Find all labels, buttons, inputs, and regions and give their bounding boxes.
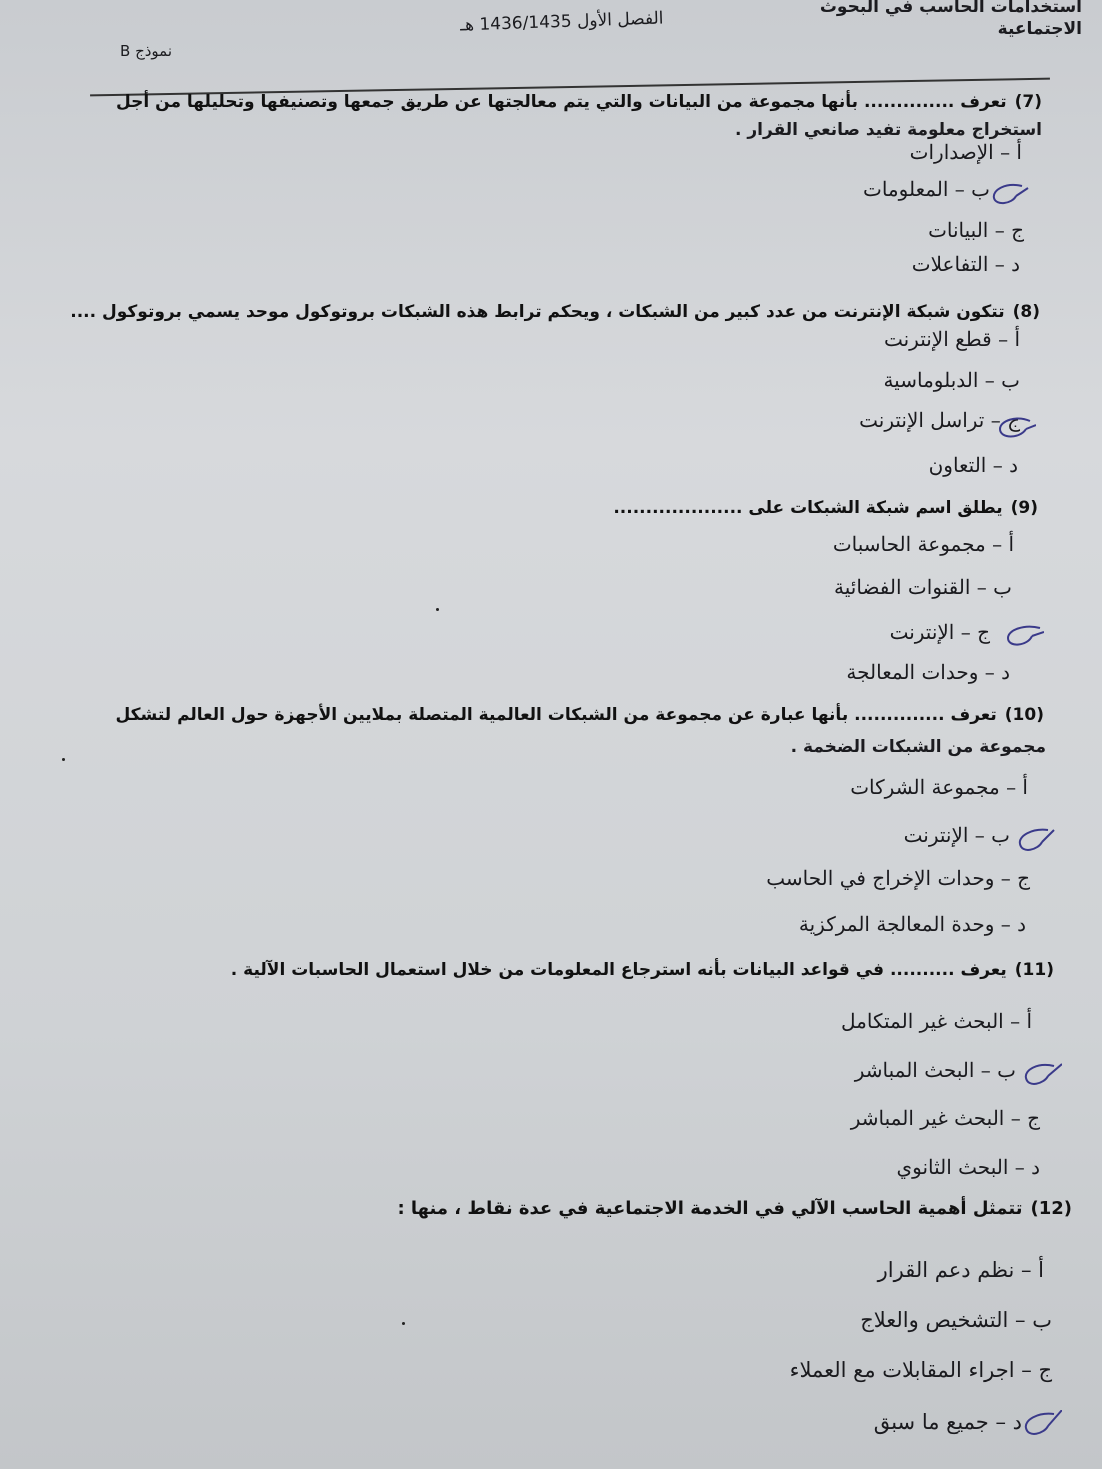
q7-option-c[interactable]: ج – البيانات: [928, 218, 1024, 242]
model-label: نموذج B: [120, 42, 173, 60]
q11-option-b[interactable]: ب – البحث المباشر: [854, 1058, 1016, 1082]
q7-option-b[interactable]: ب – المعلومات: [863, 177, 990, 201]
question-number: (10): [1004, 705, 1044, 725]
course-title-line1: استخدامات الحاسب في البحوث: [819, 0, 1082, 17]
question-text: تتمثل أهمية الحاسب الآلي في الخدمة الاجتماعية في عدة نقاط ، منها :: [397, 1198, 1023, 1219]
question-11: [231, 960, 1054, 980]
paper-speck: [62, 758, 65, 761]
q10-answer-check-mark-icon: [1012, 826, 1056, 856]
question-number: (11): [1014, 960, 1054, 980]
q10-option-d[interactable]: د – وحدة المعالجة المركزية: [798, 912, 1026, 936]
question-text: يعرف .......... في قواعد البيانات بأنه استرجاع المعلومات من خلال استعمال الحاسبات الآلية .: [230, 960, 1007, 980]
question-text: يطلق اسم شبكة الشبكات على ....................: [613, 498, 1003, 518]
question-number: (7): [1014, 92, 1042, 112]
q7-answer-check-mark-icon: [986, 180, 1030, 210]
q8-option-c[interactable]: ج – تراسل الإنترنت: [859, 408, 1020, 432]
question-10: [115, 705, 1044, 725]
q12-option-b[interactable]: ب – التشخيص والعلاج: [860, 1308, 1052, 1332]
question-9: [613, 498, 1038, 518]
q9-option-a[interactable]: أ – مجموعة الحاسبات: [832, 532, 1014, 556]
question-10-continuation: مجموعة من الشبكات الضخمة .: [790, 737, 1046, 757]
q12-answer-check-mark-icon: [1018, 1410, 1062, 1440]
question-number: (8): [1012, 302, 1040, 322]
q7-option-a[interactable]: أ – الإصدارات: [909, 140, 1022, 164]
paper-speck: [436, 608, 439, 611]
q11-option-d[interactable]: د – البحث الثانوي: [896, 1155, 1040, 1179]
q11-option-a[interactable]: أ – البحث غير المتكامل: [841, 1009, 1032, 1033]
q12-option-a[interactable]: أ – نظم دعم القرار: [877, 1258, 1044, 1282]
question-number: (12): [1030, 1198, 1072, 1219]
q9-option-d[interactable]: د – وحدات المعالجة: [846, 660, 1010, 684]
q11-answer-check-mark-icon: [1018, 1060, 1062, 1090]
q12-option-c[interactable]: ج – اجراء المقابلات مع العملاء: [789, 1358, 1052, 1382]
course-title: [820, 0, 1082, 40]
semester-label: الفصل الأول 1436/1435 هـ: [459, 8, 664, 36]
q10-option-a[interactable]: أ – مجموعة الشركات: [850, 775, 1028, 799]
q8-option-a[interactable]: أ – قطع الإنترنت: [883, 327, 1020, 351]
q12-option-d[interactable]: د – جميع ما سبق: [873, 1410, 1022, 1434]
q10-option-c[interactable]: ج – وحدات الإخراج في الحاسب: [766, 866, 1030, 890]
q8-answer-check-mark-icon: [992, 413, 1036, 443]
q9-option-c[interactable]: ج – الإنترنت: [889, 620, 990, 644]
question-text: تتكون شبكة الإنترنت من عدد كبير من الشبكات ، ويحكم ترابط هذه الشبكات بروتوكول موحد يسمي بروتوكول ....: [70, 302, 1005, 322]
q8-option-d[interactable]: د – التعاون: [928, 453, 1018, 477]
question-text: تعرف .............. بأنها عبارة عن مجموعة من الشبكات العالمية المتصلة بملايين الأجهزة حول العالم لتشكل: [115, 705, 997, 725]
question-8: [70, 302, 1040, 322]
question-number: (9): [1010, 498, 1038, 518]
question-12: [397, 1198, 1072, 1219]
question-7: [116, 92, 1042, 112]
q9-option-b[interactable]: ب – القنوات الفضائية: [834, 575, 1012, 599]
q8-option-b[interactable]: ب – الدبلوماسية: [883, 368, 1020, 392]
q10-option-b[interactable]: ب – الإنترنت: [903, 823, 1010, 847]
question-text: تعرف .............. بأنها مجموعة من البيانات والتي يتم معالجتها عن طريق جمعها وتصنيفها وتحليلها من أجل: [116, 92, 1007, 112]
course-title-line2: الاجتماعية: [997, 19, 1082, 39]
q7-option-d[interactable]: د – التفاعلات: [911, 252, 1020, 276]
q9-answer-check-mark-icon: [1000, 622, 1044, 652]
question-7-continuation: استخراج معلومة تفيد صانعي القرار .: [735, 120, 1042, 140]
paper-speck: [402, 1322, 405, 1325]
q11-option-c[interactable]: ج – البحث غير المباشر: [850, 1106, 1040, 1130]
